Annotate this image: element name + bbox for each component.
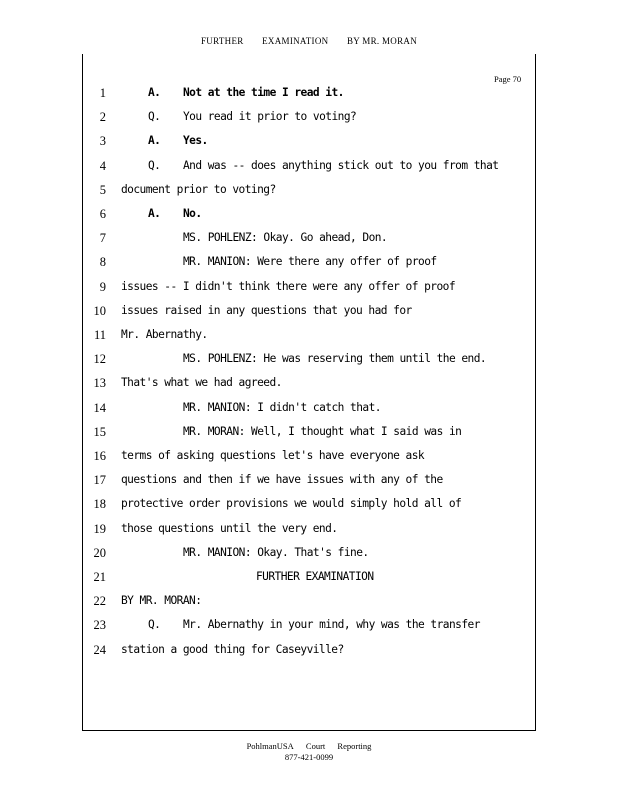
line-number: 15 xyxy=(93,424,106,439)
transcript-line xyxy=(0,183,618,207)
line-text: Q. xyxy=(148,110,161,124)
line-text: FURTHER EXAMINATION xyxy=(256,570,374,583)
line-number: 4 xyxy=(99,158,106,173)
line-text: You read it prior to voting? xyxy=(183,110,357,124)
page-number: Page 70 xyxy=(494,74,522,84)
transcript-line xyxy=(0,159,618,183)
line-text: MR. MANION: Were there any offer of proof xyxy=(183,255,437,269)
transcript-line xyxy=(0,570,618,594)
line-text: MS. POHLENZ: He was reserving them until the end. xyxy=(183,352,487,366)
line-number: 11 xyxy=(93,328,106,342)
line-text: A. xyxy=(148,207,161,220)
transcript-line xyxy=(0,473,618,497)
line-number: 24 xyxy=(93,642,106,657)
line-number: 2 xyxy=(99,110,106,125)
line-text: Not at the time I read it. xyxy=(183,86,344,99)
transcript-line xyxy=(0,207,618,231)
line-number: 1 xyxy=(99,86,106,100)
transcript-line xyxy=(0,497,618,521)
line-text: Q. xyxy=(148,618,161,632)
transcript-line xyxy=(0,643,618,667)
transcript-line xyxy=(0,401,618,425)
line-number: 8 xyxy=(99,255,106,270)
line-number: 6 xyxy=(99,207,106,221)
transcript-line xyxy=(0,546,618,570)
line-text: No. xyxy=(183,207,202,220)
line-number: 17 xyxy=(93,473,106,488)
line-text: MR. MORAN: Well, I thought what I said was in xyxy=(183,424,462,438)
line-text: issues raised in any questions that you had for xyxy=(121,303,412,317)
line-text: A. xyxy=(148,86,161,99)
line-text: Yes. xyxy=(183,134,208,148)
line-text: Mr. Abernathy. xyxy=(121,328,208,341)
transcript-line xyxy=(0,449,618,473)
footer-phone: 877-421-0099 xyxy=(284,752,334,762)
line-text: Mr. Abernathy in your mind, why was the transfer xyxy=(183,618,480,632)
line-text: terms of asking questions let's have everyone ask xyxy=(121,449,425,462)
header-examination: EXAMINATION xyxy=(262,36,329,46)
transcript-line xyxy=(0,231,618,255)
line-text: BY MR. MORAN: xyxy=(121,594,202,608)
line-text: Q. xyxy=(148,158,161,172)
line-text: And was -- does anything stick out to you from that xyxy=(183,158,499,172)
transcript-line xyxy=(0,618,618,642)
line-number: 12 xyxy=(93,352,106,367)
line-number: 18 xyxy=(93,497,106,512)
footer-court: Court xyxy=(305,741,326,751)
line-text: document prior to voting? xyxy=(121,182,276,196)
transcript-line xyxy=(0,352,618,376)
line-number: 9 xyxy=(99,279,106,294)
line-number: 13 xyxy=(93,376,106,391)
line-number: 3 xyxy=(99,134,106,149)
line-text: station a good thing for Caseyville? xyxy=(121,642,344,656)
line-number: 20 xyxy=(93,545,106,560)
header-further: FURTHER xyxy=(200,36,244,46)
transcript-line xyxy=(0,304,618,328)
line-number: 10 xyxy=(93,303,106,318)
footer-company-name: PohlmanUSA xyxy=(246,741,294,751)
line-text: protective order provisions we would simply hold all of xyxy=(121,497,462,511)
transcript-line xyxy=(0,280,618,304)
line-text: MS. POHLENZ: Okay. Go ahead, Don. xyxy=(183,231,388,245)
line-text: That's what we had agreed. xyxy=(121,376,282,390)
transcript-line xyxy=(0,255,618,279)
transcript-line xyxy=(0,425,618,449)
transcript-line xyxy=(0,110,618,134)
line-number: 19 xyxy=(93,521,106,536)
line-number: 21 xyxy=(93,570,106,584)
line-text: MR. MANION: Okay. That's fine. xyxy=(183,545,369,559)
line-text: issues -- I didn't think there were any offer of proof xyxy=(121,279,456,293)
line-number: 7 xyxy=(99,231,106,246)
line-number: 14 xyxy=(93,400,106,415)
page-header xyxy=(0,36,618,46)
line-number: 22 xyxy=(93,594,106,609)
transcript-line xyxy=(0,134,618,158)
footer-reporting: Reporting xyxy=(337,741,372,751)
transcript-line xyxy=(0,328,618,352)
line-number: 5 xyxy=(99,182,106,197)
line-text: those questions until the very end. xyxy=(121,521,338,535)
transcript-line xyxy=(0,522,618,546)
transcript-line xyxy=(0,86,618,110)
line-number: 16 xyxy=(93,449,106,463)
line-text: A. xyxy=(148,134,161,148)
line-text: MR. MANION: I didn't catch that. xyxy=(183,400,381,414)
transcript-line xyxy=(0,594,618,618)
transcript-line xyxy=(0,376,618,400)
line-text: questions and then if we have issues with any of the xyxy=(121,473,443,487)
page-footer xyxy=(0,741,618,763)
line-number: 23 xyxy=(93,618,106,633)
header-by-mr-moran: BY MR. MORAN xyxy=(346,36,418,46)
